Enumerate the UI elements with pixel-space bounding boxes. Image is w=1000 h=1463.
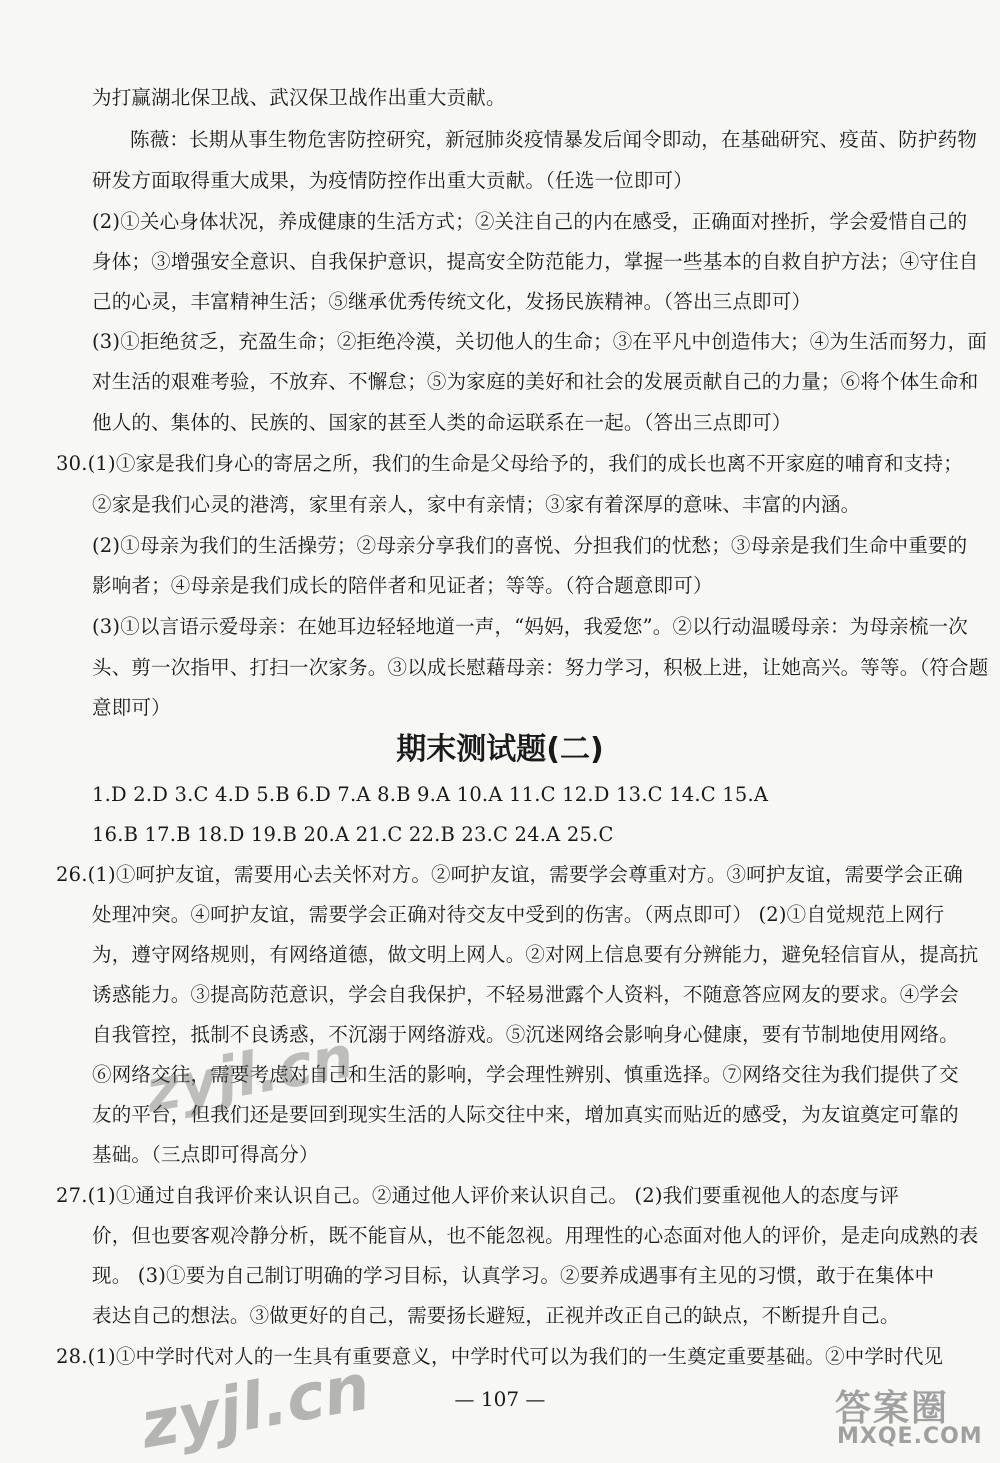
page-number: — 107 — xyxy=(454,1387,546,1411)
text-line: 对生活的艰难考验，不放弃、不懈怠；⑤为家庭的美好和社会的发展贡献自己的力量；⑥将个体生命和 xyxy=(92,370,979,393)
text-line: 价，但也要客观冷静分析，既不能盲从，也不能忽视。用理性的心态面对他人的评价，是走向成熟的表 xyxy=(92,1224,979,1247)
text-line: 28.(1)①中学时代对人的一生具有重要意义，中学时代可以为我们的一生奠定重要基础。②中学时代见 xyxy=(56,1345,944,1368)
text-line: 诱惑能力。③提高防范意识，学会自我保护，不轻易泄露个人资料，不随意答应网友的要求。④学会 xyxy=(92,983,959,1006)
text-line: 处理冲突。④呵护友谊，需要学会正确对待交友中受到的伤害。（两点即可） (2)①自觉规范上网行 xyxy=(92,903,945,926)
text-line: 研发方面取得重大成果，为疫情防控作出重大贡献。（任选一位即可） xyxy=(92,169,693,192)
text-line: 基础。（三点即可得高分） xyxy=(92,1143,319,1166)
text-line: 意即可） xyxy=(92,696,171,719)
text-line: (2)①关心身体状况，养成健康的生活方式；②关注自己的内在感受，正确面对挫折，学会爱惜自己的 xyxy=(92,210,968,233)
answer-key-line: 16.B 17.B 18.D 19.B 20.A 21.C 22.B 23.C 24.A 25.C xyxy=(92,823,614,846)
text-line: 影响者；④母亲是我们成长的陪伴者和见证者；等等。（符合题意即可） xyxy=(92,574,713,597)
watermark-text: zyjl.cn xyxy=(135,1350,376,1463)
text-line: 身体；③增强安全意识、自我保护意识，提高安全防范能力，掌握一些基本的自救自护方法；④守住自 xyxy=(92,250,979,273)
text-line: ⑥网络交往，需要考虑对自己和生活的影响，学会理性辨别、慎重选择。⑦网络交往为我们提供了交 xyxy=(92,1063,959,1086)
text-line: 己的心灵，丰富精神生活；⑤继承优秀传统文化，发扬民族精神。（答出三点即可） xyxy=(92,290,812,313)
text-line: 30.(1)①家是我们身心的寄居之所，我们的生命是父母给予的，我们的成长也离不开家庭的哺育和支持； xyxy=(56,452,963,475)
text-line: 27.(1)①通过自我评价来认识自己。②通过他人评价来认识自己。 (2)我们要重视他人的态度与评 xyxy=(56,1184,900,1207)
text-line: 自我管控，抵制不良诱惑，不沉溺于网络游戏。⑤沉迷网络会影响身心健康，要有节制地使用网络。 xyxy=(92,1023,959,1046)
text-line: 为打赢湖北保卫战、武汉保卫战作出重大贡献。 xyxy=(92,86,506,109)
text-line: 头、剪一次指甲、打扫一次家务。③以成长慰藉母亲：努力学习，积极上进，让她高兴。等等。（符合题 xyxy=(92,656,989,679)
watermark-logo xyxy=(835,1380,985,1452)
text-line: 友的平台，但我们还是要回到现实生活的人际交往中来，增加真实而贴近的感受，为友谊奠定可靠的 xyxy=(92,1103,959,1126)
section-title: 期末测试题(二) xyxy=(396,732,604,767)
watermark-logo-url: MXQE.COM xyxy=(837,1424,983,1449)
watermark-text: zyjl.cn xyxy=(140,1022,359,1126)
text-line: (3)①以言语示爱母亲：在她耳边轻轻地道一声，“妈妈，我爱您”。②以行动温暖母亲：为母亲梳一次 xyxy=(92,615,968,638)
answer-key-line: 1.D 2.D 3.C 4.D 5.B 6.D 7.A 8.B 9.A 10.A 11.C 12.D 13.C 14.C 15.A xyxy=(92,783,769,806)
text-line: (3)①拒绝贫乏，充盈生命；②拒绝冷漠，关切他人的生命；③在平凡中创造伟大；④为生活而努力，面 xyxy=(92,330,988,353)
text-line: 表达自己的想法。③做更好的自己，需要扬长避短，正视并改正自己的缺点，不断提升自己。 xyxy=(92,1304,900,1327)
text-line: 为，遵守网络规则，有网络道德，做文明上网人。②对网上信息要有分辨能力，避免轻信盲从，提高抗 xyxy=(92,943,979,966)
text-line: ②家是我们心灵的港湾，家里有亲人，家中有亲情；③家有着深厚的意味、丰富的内涵。 xyxy=(92,493,861,516)
watermark-logo-text: 答案圈 xyxy=(835,1388,950,1429)
text-line: 陈薇：长期从事生物危害防控研究，新冠肺炎疫情暴发后闻令即动，在基础研究、疫苗、防护药物 xyxy=(130,128,978,151)
text-line: 现。 (3)①要为自己制订明确的学习目标，认真学习。②要养成遇事有主见的习惯，敢于在集体中 xyxy=(92,1264,935,1287)
text-line: 26.(1)①呵护友谊，需要用心去关怀对方。②呵护友谊，需要学会尊重对方。③呵护友谊，需要学会正确 xyxy=(56,863,963,886)
text-line: 他人的、集体的、民族的、国家的甚至人类的命运联系在一起。（答出三点即可） xyxy=(92,411,792,434)
text-line: (2)①母亲为我们的生活操劳；②母亲分享我们的喜悦、分担我们的忧愁；③母亲是我们生命中重要的 xyxy=(92,534,968,557)
